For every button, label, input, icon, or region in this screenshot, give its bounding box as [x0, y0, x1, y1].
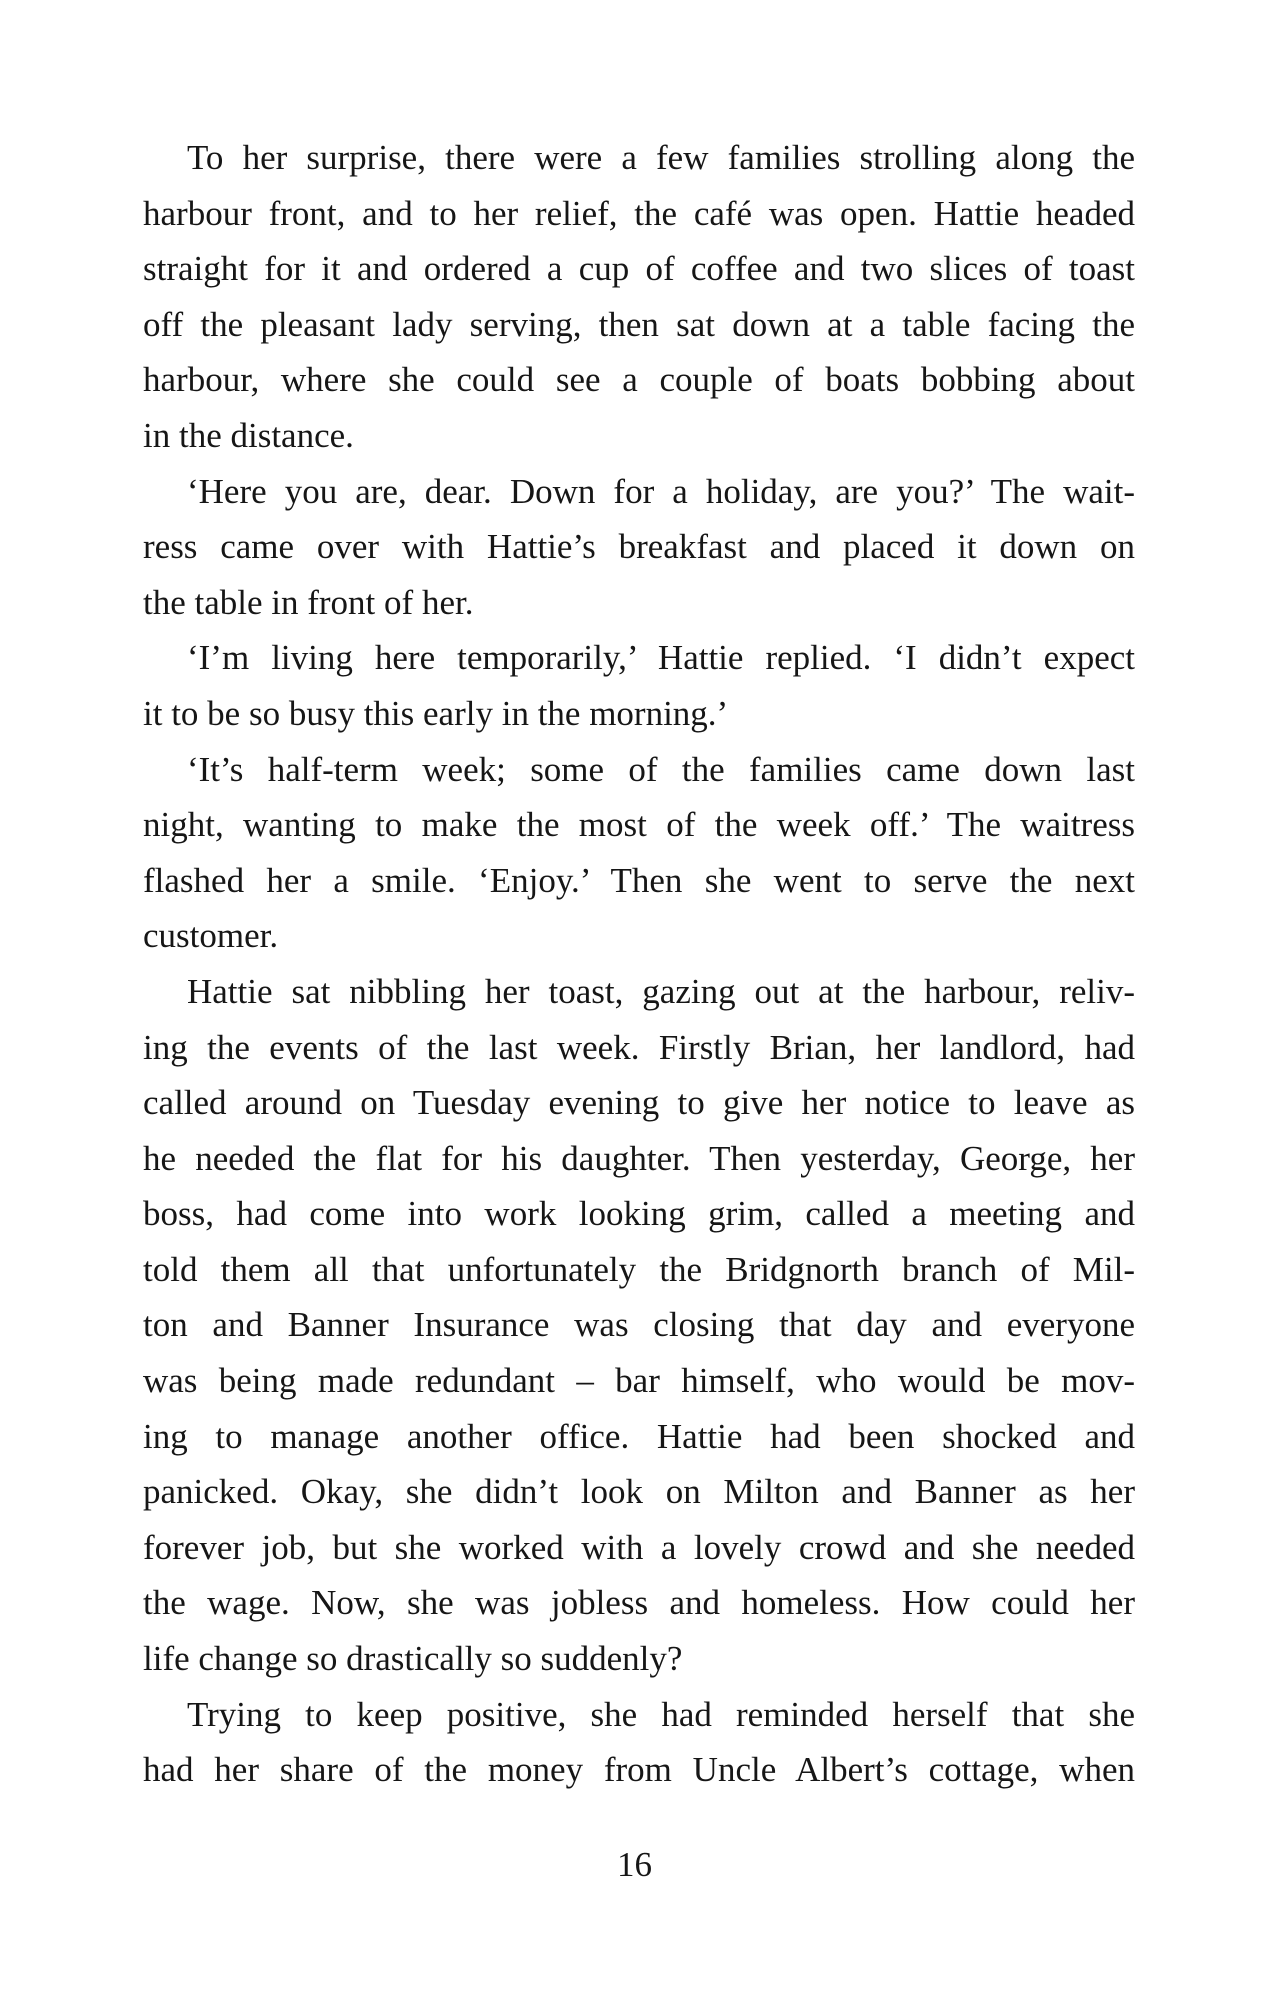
text-line: had her share of the money from Uncle Albert’s cottage, when [143, 1750, 1135, 1790]
text-line: off the pleasant lady serving, then sat down at a table facing the [143, 304, 1135, 344]
text-line: was being made redundant – bar himself, who would be mov- [143, 1361, 1135, 1401]
text-line: in the distance. [143, 415, 354, 455]
text-line: Trying to keep positive, she had reminded herself that she [187, 1694, 1135, 1734]
text-line: the wage. Now, she was jobless and homeless. How could her [143, 1583, 1135, 1623]
text-line: ton and Banner Insurance was closing that day and everyone [143, 1305, 1135, 1345]
text-line: ‘I’m living here temporarily,’ Hattie replied. ‘I didn’t expect [187, 638, 1135, 678]
text-line: told them all that unfortunately the Bridgnorth branch of Mil- [143, 1249, 1135, 1289]
text-line: ‘It’s half-term week; some of the families came down last [187, 749, 1135, 789]
text-line: Hattie sat nibbling her toast, gazing out at the harbour, reliv- [187, 971, 1135, 1011]
text-line: night, wanting to make the most of the week off.’ The waitress [143, 805, 1135, 845]
text-line: ing to manage another office. Hattie had been shocked and [143, 1416, 1135, 1456]
text-line: panicked. Okay, she didn’t look on Milton and Banner as her [143, 1472, 1135, 1512]
text-line: ‘Here you are, dear. Down for a holiday, are you?’ The wait- [187, 471, 1135, 511]
text-line: called around on Tuesday evening to give her notice to leave as [143, 1083, 1135, 1123]
text-line: he needed the flat for his daughter. Then yesterday, George, her [143, 1138, 1135, 1178]
text-line: straight for it and ordered a cup of coffee and two slices of toast [143, 249, 1135, 289]
text-line: ing the events of the last week. Firstly Brian, her landlord, had [143, 1027, 1135, 1067]
text-line: flashed her a smile. ‘Enjoy.’ Then she went to serve the next [143, 860, 1135, 900]
text-line: life change so drastically so suddenly? [143, 1639, 683, 1679]
text-line: it to be so busy this early in the morning.’ [143, 693, 729, 733]
text-line: To her surprise, there were a few families strolling along the [187, 138, 1135, 177]
text-line: ress came over with Hattie’s breakfast and placed it down on [143, 527, 1135, 567]
body-text [143, 130, 1135, 1798]
text-line: boss, had come into work looking grim, called a meeting and [143, 1194, 1135, 1234]
text-line: the table in front of her. [143, 582, 474, 622]
text-line: harbour front, and to her relief, the café was open. Hattie headed [143, 193, 1135, 233]
text-line: harbour, where she could see a couple of boats bobbing about [143, 360, 1135, 400]
text-line: customer. [143, 916, 279, 956]
text-line: forever job, but she worked with a lovely crowd and she needed [143, 1527, 1135, 1567]
page-number: 16 [617, 1845, 652, 1884]
